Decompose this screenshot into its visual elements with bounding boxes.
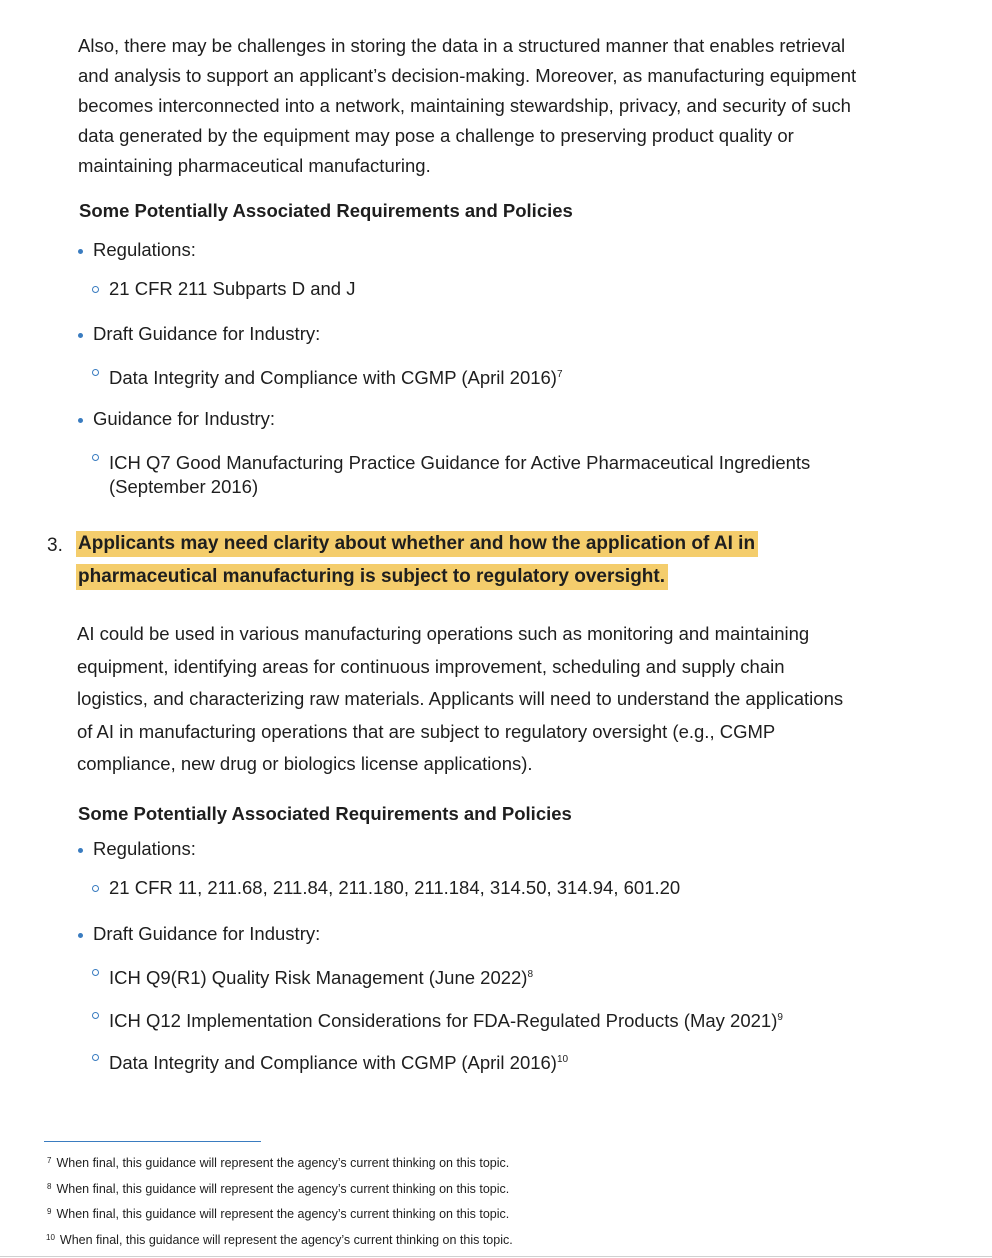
- regulations-label: Regulations:: [93, 239, 196, 260]
- footnote-ref: 10: [556, 1053, 569, 1065]
- draft-label: Draft Guidance for Industry:: [93, 323, 321, 344]
- draft-label: Draft Guidance for Industry:: [93, 923, 321, 944]
- body-line: equipment, identifying areas for continuous improvement, scheduling and supply chain: [77, 655, 785, 677]
- guidance-label: Guidance for Industry:: [93, 408, 276, 429]
- bullet-dot-icon: [78, 933, 83, 938]
- bullet-ring-icon: [92, 454, 99, 461]
- footnote: [47, 1156, 509, 1170]
- intro-line: Also, there may be challenges in storing the data in a structured manner that enables retrieval: [78, 35, 846, 56]
- footnote-text: When final, this guidance will represent the agency’s current thinking on this topic.: [59, 1233, 513, 1247]
- section1-draft-bullet: [78, 322, 320, 346]
- bullet-ring-icon: [92, 369, 99, 376]
- footnote: [47, 1182, 509, 1196]
- intro-line: data generated by the equipment may pose a challenge to preserving product quality or: [78, 125, 794, 146]
- intro-line: becomes interconnected into a network, maintaining stewardship, privacy, and security of such: [78, 95, 851, 116]
- section1-guidance-bullet: [78, 407, 275, 431]
- bullet-ring-icon: [92, 969, 99, 976]
- bullet-ring-icon: [92, 286, 99, 293]
- footnote-text: When final, this guidance will represent the agency’s current thinking on this topic.: [56, 1207, 510, 1221]
- item3-highlight: [76, 533, 758, 555]
- footnote-ref: 9: [777, 1011, 783, 1023]
- draft-item-text: Data Integrity and Compliance with CGMP (April 2016): [109, 1052, 557, 1073]
- bullet-dot-icon: [78, 418, 83, 423]
- draft-item-text: ICH Q12 Implementation Considerations for FDA-Regulated Products (May 2021): [109, 1010, 778, 1031]
- item3-number: 3.: [47, 535, 63, 556]
- section2-heading: Some Potentially Associated Requirements and Policies: [78, 803, 572, 824]
- bullet-dot-icon: [78, 249, 83, 254]
- item3-body-paragraph: [77, 618, 917, 781]
- body-line: logistics, and characterizing raw materials. Applicants will need to understand the applications: [77, 688, 844, 709]
- draft-item-text: Data Integrity and Compliance with CGMP (April 2016): [109, 367, 557, 388]
- draft-item-text: ICH Q9(R1) Quality Risk Management (June 2022): [109, 967, 528, 988]
- regulation-text: 21 CFR 211 Subparts D and J: [109, 278, 356, 299]
- section1-regulations-item: [92, 277, 889, 301]
- guidance-item-line: ICH Q7 Good Manufacturing Practice Guidance for Active Pharmaceutical Ingredients: [109, 452, 811, 473]
- footnote-number: 9: [47, 1207, 52, 1216]
- item3-highlight: [76, 566, 668, 588]
- highlight-line: Applicants may need clarity about whether and how the application of AI in: [76, 531, 758, 557]
- footnote-number: 8: [47, 1182, 52, 1191]
- regulation-text: 21 CFR 11, 211.68, 211.84, 211.180, 211.184, 314.50, 314.94, 601.20: [109, 877, 681, 898]
- section2-draft-item: [92, 966, 889, 990]
- section1-draft-item: [92, 366, 889, 390]
- section1-guidance-item: [92, 451, 889, 499]
- body-line: AI could be used in various manufacturing operations such as monitoring and maintaining: [77, 623, 810, 644]
- bullet-ring-icon: [92, 885, 99, 892]
- body-line: compliance, new drug or biologics license applications).: [77, 753, 533, 774]
- intro-line: and analysis to support an applicant’s decision-making. Moreover, as manufacturing equipment: [78, 65, 857, 86]
- section2-draft-item: [92, 1009, 889, 1033]
- footnote-text: When final, this guidance will represent the agency’s current thinking on this topic.: [56, 1156, 510, 1170]
- section1-heading: Some Potentially Associated Requirements and Policies: [79, 200, 573, 221]
- bullet-dot-icon: [78, 333, 83, 338]
- footnote-number: 10: [46, 1233, 55, 1242]
- section1-regulations-bullet: [78, 238, 196, 262]
- footnote-number: 7: [47, 1156, 52, 1165]
- section2-regulations-item: [92, 876, 889, 900]
- section2-regulations-bullet: [78, 837, 196, 861]
- page-bottom-edge: [0, 1256, 992, 1257]
- bullet-ring-icon: [92, 1054, 99, 1061]
- footnote-ref: 8: [527, 968, 534, 980]
- section2-draft-bullet: [78, 922, 320, 946]
- body-line: of AI in manufacturing operations that are subject to regulatory oversight (e.g., CGMP: [77, 720, 776, 742]
- footnote: [47, 1207, 509, 1221]
- footnote-divider: [44, 1141, 261, 1142]
- section2-draft-item: [92, 1051, 889, 1075]
- guidance-item-line: (September 2016): [109, 476, 259, 497]
- intro-line: maintaining pharmaceutical manufacturing.: [78, 155, 431, 176]
- highlight-line: pharmaceutical manufacturing is subject to regulatory oversight.: [76, 564, 668, 590]
- bullet-ring-icon: [92, 1012, 99, 1019]
- regulations-label: Regulations:: [93, 838, 196, 859]
- footnote: [46, 1233, 513, 1247]
- intro-paragraph: [78, 31, 918, 181]
- footnote-ref: 7: [556, 368, 563, 380]
- bullet-dot-icon: [78, 848, 83, 853]
- footnote-text: When final, this guidance will represent the agency’s current thinking on this topic.: [56, 1182, 510, 1196]
